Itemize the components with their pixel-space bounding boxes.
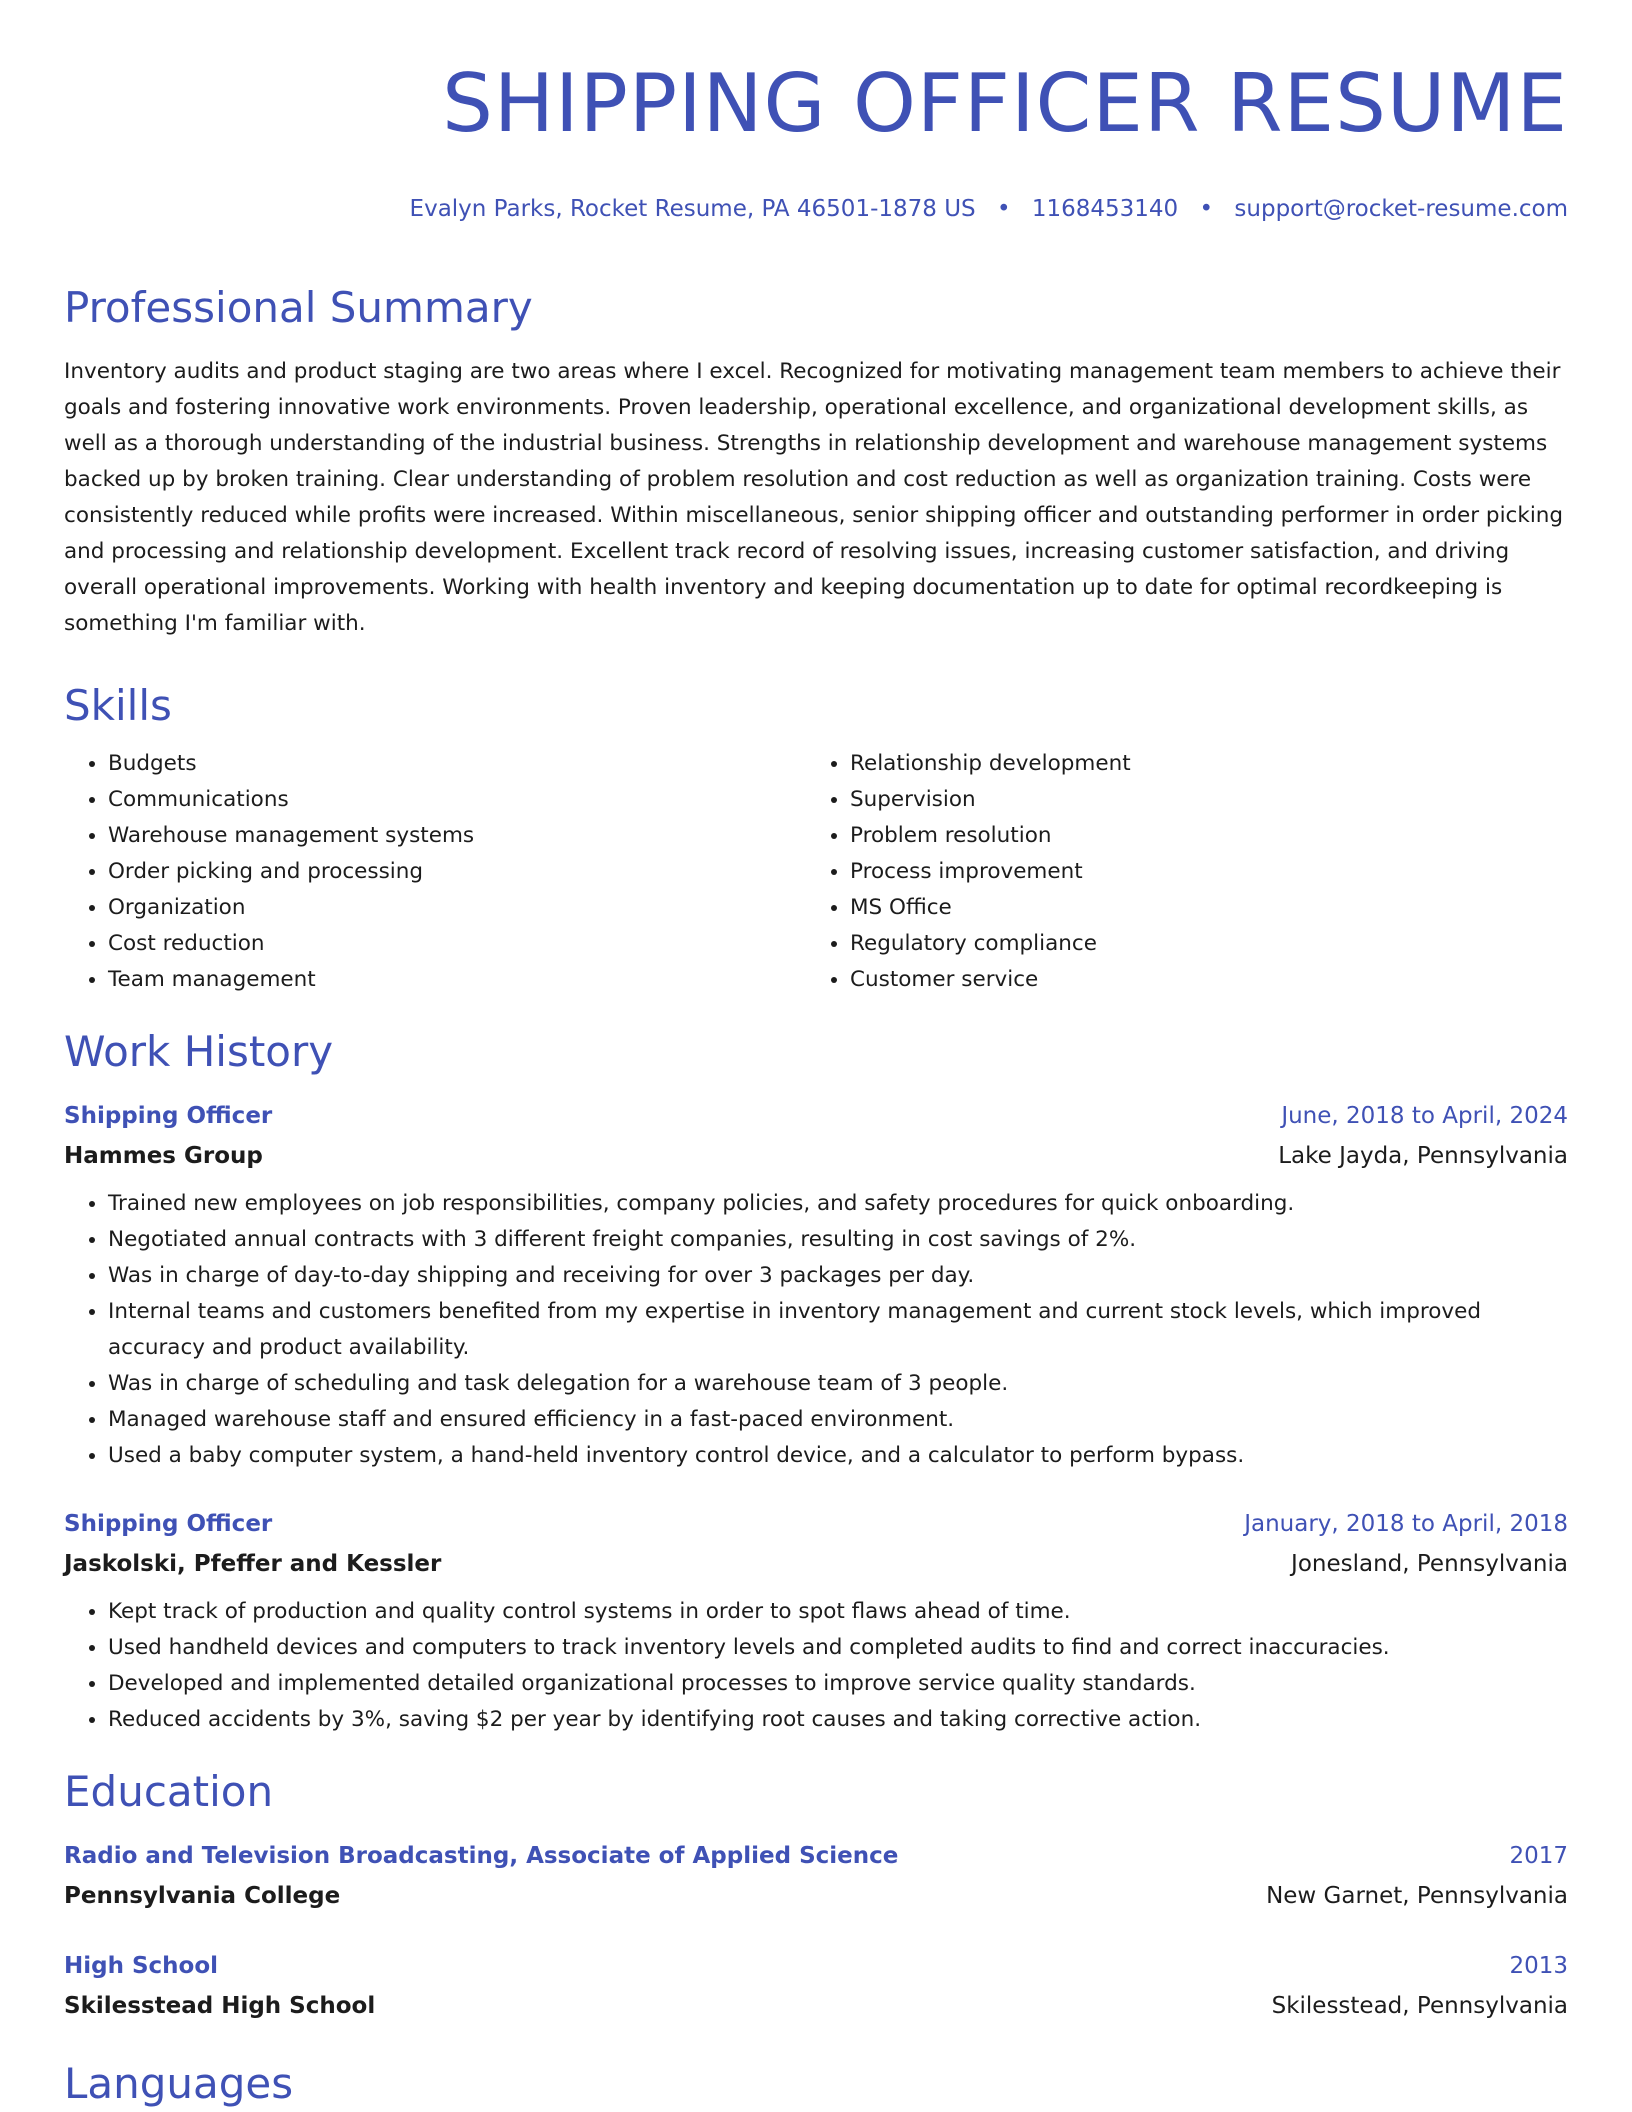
- skill-item: • Organization: [108, 890, 806, 926]
- education-year: 2017: [1509, 1843, 1568, 1869]
- job-bullet: • Negotiated annual contracts with 3 different freight companies, resulting in cost savings of 2%.: [108, 1222, 1568, 1258]
- job-title: Shipping Officer: [64, 1103, 273, 1129]
- skill-item: • Team management: [108, 962, 806, 998]
- job-bullet: • Kept track of production and quality control systems in order to spot flaws ahead of time.: [108, 1594, 1568, 1630]
- job-title-row: [64, 1504, 1568, 1544]
- contact-phone: 1168453140: [1031, 196, 1179, 222]
- education-school: Pennsylvania College: [64, 1883, 341, 1909]
- skill-item: • Budgets: [108, 746, 806, 782]
- education-location: Skilesstead, Pennsylvania: [1271, 1993, 1568, 2019]
- job-title-row: [64, 1096, 1568, 1136]
- education-location: New Garnet, Pennsylvania: [1266, 1883, 1568, 1909]
- job-bullet: • Used a baby computer system, a hand-held inventory control device, and a calculator to perform bypass.: [108, 1438, 1568, 1474]
- skill-item: • Problem resolution: [850, 818, 1548, 854]
- resume-header: [64, 0, 1568, 224]
- job-entry: [64, 1096, 1568, 1474]
- skill-item: • Cost reduction: [108, 926, 806, 962]
- job-bullets: [64, 1186, 1568, 1474]
- skill-item: • Supervision: [850, 782, 1548, 818]
- contact-separator: •: [1199, 196, 1214, 222]
- skill-item: • Warehouse management systems: [108, 818, 806, 854]
- job-bullet: • Was in charge of scheduling and task delegation for a warehouse team of 3 people.: [108, 1366, 1568, 1402]
- skills-columns: [64, 746, 1568, 998]
- job-company-row: [64, 1544, 1568, 1584]
- work-history-section: [64, 1026, 1568, 1738]
- education-degree: High School: [64, 1953, 219, 1979]
- summary-section: [64, 282, 1568, 642]
- job-bullet: • Managed warehouse staff and ensured efficiency in a fast-paced environment.: [108, 1402, 1568, 1438]
- job-company-row: [64, 1136, 1568, 1176]
- contact-separator: •: [996, 196, 1011, 222]
- contact-email[interactable]: support@rocket-resume.com: [1234, 196, 1568, 222]
- job-bullet: • Developed and implemented detailed organizational processes to improve service quality standards.: [108, 1666, 1568, 1702]
- skill-item: • Customer service: [850, 962, 1548, 998]
- job-entry: [64, 1504, 1568, 1738]
- education-school-row: [64, 1876, 1568, 1916]
- job-dates: June, 2018 to April, 2024: [1281, 1103, 1568, 1129]
- languages-heading: Languages: [64, 2059, 294, 2108]
- skill-item: • Relationship development: [850, 746, 1548, 782]
- contact-line: [64, 194, 1568, 224]
- skills-list-left: [64, 746, 806, 998]
- job-location: Jonesland, Pennsylvania: [1291, 1551, 1568, 1577]
- education-entry: [64, 1836, 1568, 1916]
- skills-section: [64, 680, 1568, 998]
- skill-item: • Process improvement: [850, 854, 1548, 890]
- skill-item: • Order picking and processing: [108, 854, 806, 890]
- job-title: Shipping Officer: [64, 1511, 273, 1537]
- job-company: Jaskolski, Pfeffer and Kessler: [64, 1551, 442, 1577]
- job-bullet: • Was in charge of day-to-day shipping and receiving for over 3 packages per day.: [108, 1258, 1568, 1294]
- skill-item: • Communications: [108, 782, 806, 818]
- education-heading: Education: [64, 1767, 274, 1816]
- skills-list-right: [806, 746, 1548, 998]
- education-degree: Radio and Television Broadcasting, Associate of Applied Science: [64, 1843, 899, 1869]
- resume-page: [64, 0, 1568, 2110]
- job-dates: January, 2018 to April, 2018: [1244, 1511, 1568, 1537]
- education-school: Skilesstead High School: [64, 1993, 376, 2019]
- job-location: Lake Jayda, Pennsylvania: [1278, 1143, 1568, 1169]
- job-bullet: • Used handheld devices and computers to track inventory levels and completed audits to find and correct inaccuracies.: [108, 1630, 1568, 1666]
- education-section: [64, 1766, 1568, 2026]
- skill-item: • MS Office: [850, 890, 1548, 926]
- job-company: Hammes Group: [64, 1143, 263, 1169]
- job-bullets: [64, 1594, 1568, 1738]
- job-bullet: • Trained new employees on job responsibilities, company policies, and safety procedures for quick onboarding.: [108, 1186, 1568, 1222]
- education-entry: [64, 1946, 1568, 2026]
- education-school-row: [64, 1986, 1568, 2026]
- education-year: 2013: [1509, 1953, 1568, 1979]
- summary-heading: Professional Summary: [64, 283, 533, 332]
- summary-text: Inventory audits and product staging are two areas where I excel. Recognized for motivating management team members to achieve their goals and fostering innovative work environments. Proven leadership, operational excellence, and organizational development skills, as well as a thorough understanding of the industrial business. Strengths in relationship development and warehouse management systems backed up by broken training. Clear understanding of problem resolution and cost reduction as well as organization training. Costs were consistently reduced while profits were increased. Within miscellaneous, senior shipping officer and outstanding performer in order picking and processing and relationship development. Excellent track record of resolving issues, increasing customer satisfaction, and driving overall operational improvements. Working with health inventory and keeping documentation up to date for optimal recordkeeping is something I'm familiar with.: [64, 359, 1564, 636]
- education-degree-row: [64, 1946, 1568, 1986]
- skills-heading: Skills: [64, 681, 172, 730]
- skill-item: • Regulatory compliance: [850, 926, 1548, 962]
- contact-address: Evalyn Parks, Rocket Resume, PA 46501-1878 US: [409, 196, 976, 222]
- work-history-heading: Work History: [64, 1027, 334, 1076]
- languages-section: [64, 2058, 1568, 2110]
- job-bullet: • Reduced accidents by 3%, saving $2 per year by identifying root causes and taking corrective action.: [108, 1702, 1568, 1738]
- job-bullet: • Internal teams and customers benefited from my expertise in inventory management and current stock levels, which improved accuracy and product availability.: [108, 1294, 1568, 1366]
- resume-title: SHIPPING OFFICER RESUME: [442, 57, 1568, 150]
- education-degree-row: [64, 1836, 1568, 1876]
